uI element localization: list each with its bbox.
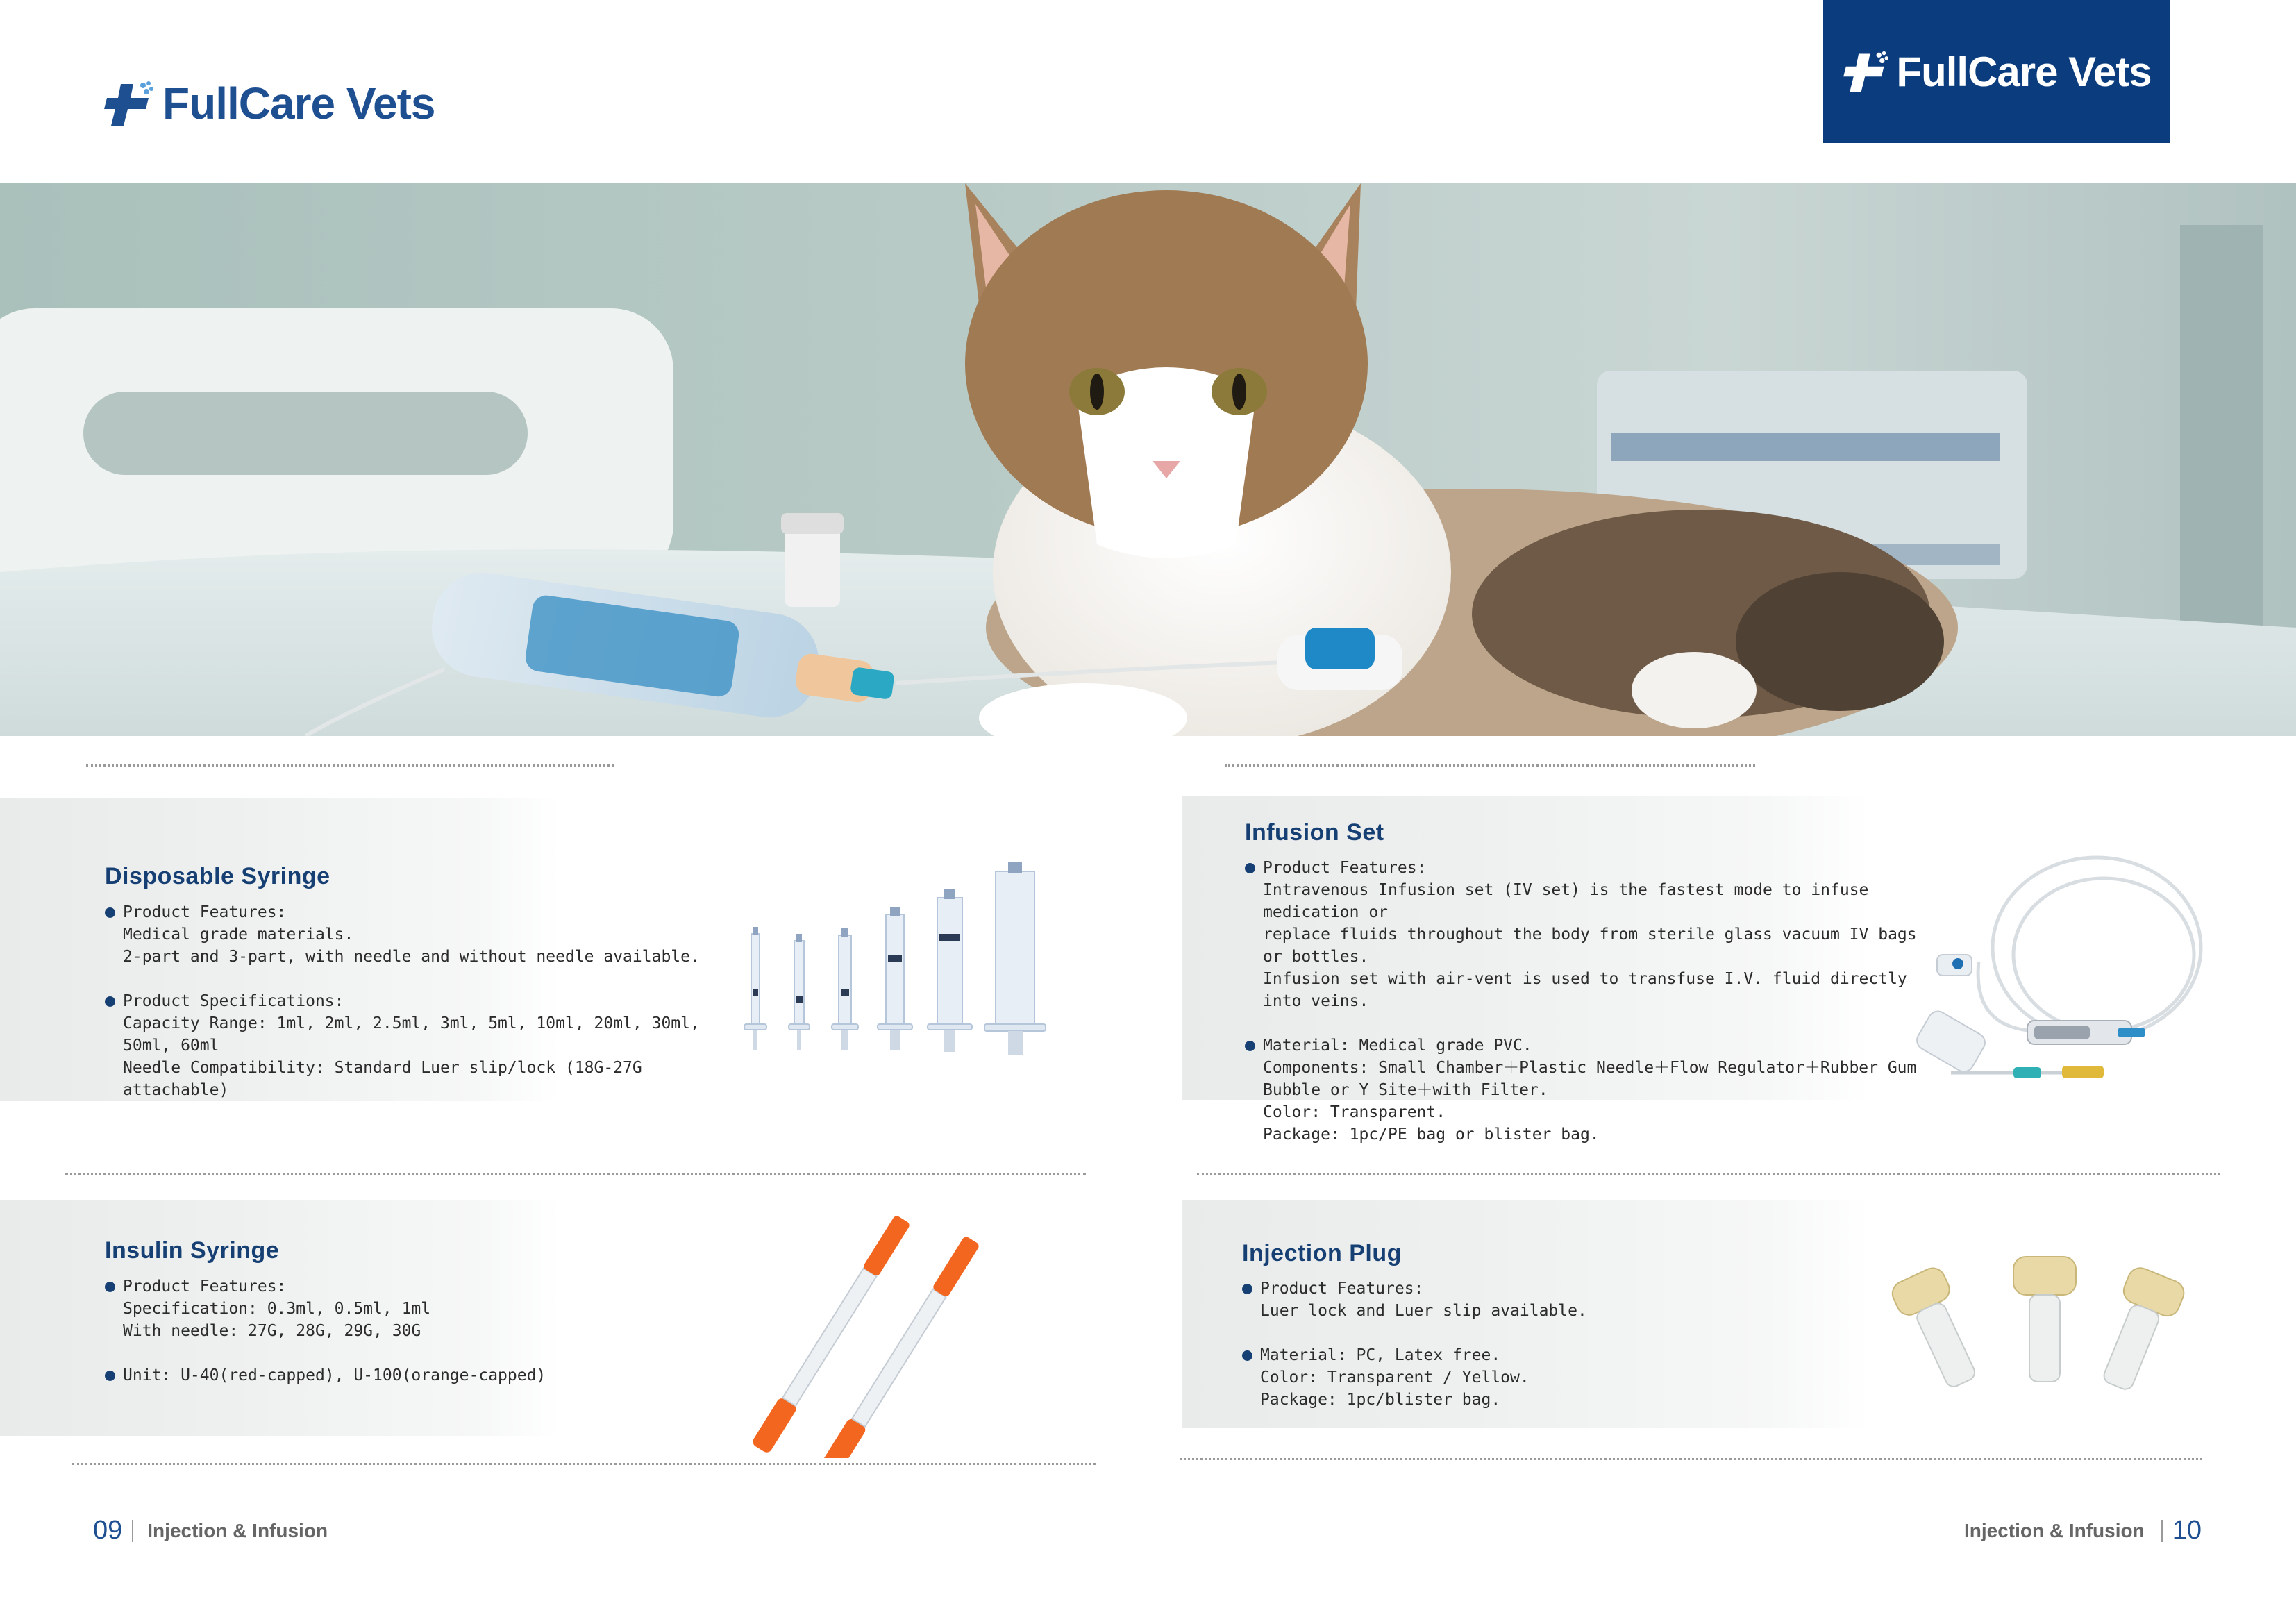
bullet-item: Unit: U-40(red-capped), U-100(orange-capped): [105, 1364, 730, 1387]
divider: [86, 764, 614, 767]
insulin-syringes-image: [729, 1208, 1000, 1458]
hero-image: [0, 183, 2296, 736]
divider: [1225, 764, 1755, 767]
divider: [72, 1463, 1096, 1465]
text-line: Needle Compatibility: Standard Luer slip/lock (18G-27G attachable): [123, 1059, 642, 1099]
medical-cross-icon: [103, 80, 156, 127]
text-line: Color: Transparent.: [1263, 1103, 1446, 1121]
product-title: Infusion Set: [1245, 819, 1384, 846]
text-line: With needle: 27G, 28G, 29G, 30G: [123, 1322, 421, 1340]
bullet-item: Material: PC, Latex free.: [1242, 1344, 1867, 1366]
text-line: Package: 1pc/blister bag.: [1260, 1391, 1501, 1409]
text-line: Components: Small Chamber＋Plastic Needle＋Flow Regulator＋Rubber Gum: [1263, 1059, 1917, 1077]
text-line: Infusion set with air-vent is used to transfuse I.V. fluid directly into veins.: [1263, 970, 1907, 1010]
product-description: [105, 1275, 730, 1387]
brand-logo-left: [103, 78, 435, 129]
text-line: Color: Transparent / Yellow.: [1260, 1368, 1530, 1387]
text-line: Capacity Range: 1ml, 2ml, 2.5ml, 3ml, 5ml, 10ml, 20ml, 30ml, 50ml, 60ml: [123, 1014, 700, 1055]
product-title: Injection Plug: [1242, 1240, 1402, 1266]
text-line: Package: 1pc/PE bag or blister bag.: [1263, 1125, 1600, 1144]
text-line: Intravenous Infusion set (IV set) is the fastest mode to infuse medication or: [1263, 881, 1869, 921]
infusion-set-image: [1909, 851, 2215, 1087]
bullet-item: Product Specifications:: [105, 990, 730, 1012]
section-label: Injection & Infusion: [1963, 1519, 2145, 1541]
divider: [1197, 1173, 2220, 1175]
text-line: Specification: 0.3ml, 0.5ml, 1ml: [123, 1300, 431, 1318]
divider: [1180, 1458, 2202, 1460]
product-description: [1245, 857, 1939, 1146]
section-label: Injection & Infusion: [147, 1519, 328, 1541]
page-number: 09: [93, 1516, 123, 1545]
brand-logo-right: [1823, 0, 2170, 143]
text-line: replace fluids throughout the body from sterile glass vacuum IV bags or bottles.: [1263, 926, 1917, 966]
footer-left: [93, 1516, 328, 1546]
bullet-item: Product Features:: [105, 1275, 730, 1298]
product-title: Insulin Syringe: [105, 1237, 280, 1264]
divider: [65, 1173, 1086, 1175]
text-line: 2-part and 3-part, with needle and without needle available.: [123, 948, 700, 966]
footer-separator: [132, 1520, 133, 1542]
bullet-item: Product Features:: [1242, 1278, 1867, 1300]
syringes-image: [736, 851, 1055, 1059]
bullet-item: Product Features:: [105, 901, 730, 923]
text-line: Bubble or Y Site＋with Filter.: [1263, 1081, 1548, 1099]
bullet-item: Product Features:: [1245, 857, 1939, 879]
brand-name: FullCare Vets: [1896, 48, 2152, 95]
text-line: Medical grade materials.: [123, 926, 354, 944]
medical-cross-icon: [1842, 50, 1891, 93]
product-description: [105, 901, 730, 1101]
product-description: [1242, 1278, 1867, 1411]
page-number: 10: [2172, 1516, 2202, 1545]
text-line: Luer lock and Luer slip available.: [1260, 1302, 1587, 1320]
bullet-item: Material: Medical grade PVC.: [1245, 1035, 1939, 1057]
injection-plugs-image: [1888, 1243, 2194, 1409]
product-title: Disposable Syringe: [105, 863, 330, 889]
footer-right: [1964, 1516, 2202, 1546]
footer-separator: [2161, 1520, 2163, 1542]
brand-name: FullCare Vets: [162, 78, 435, 128]
